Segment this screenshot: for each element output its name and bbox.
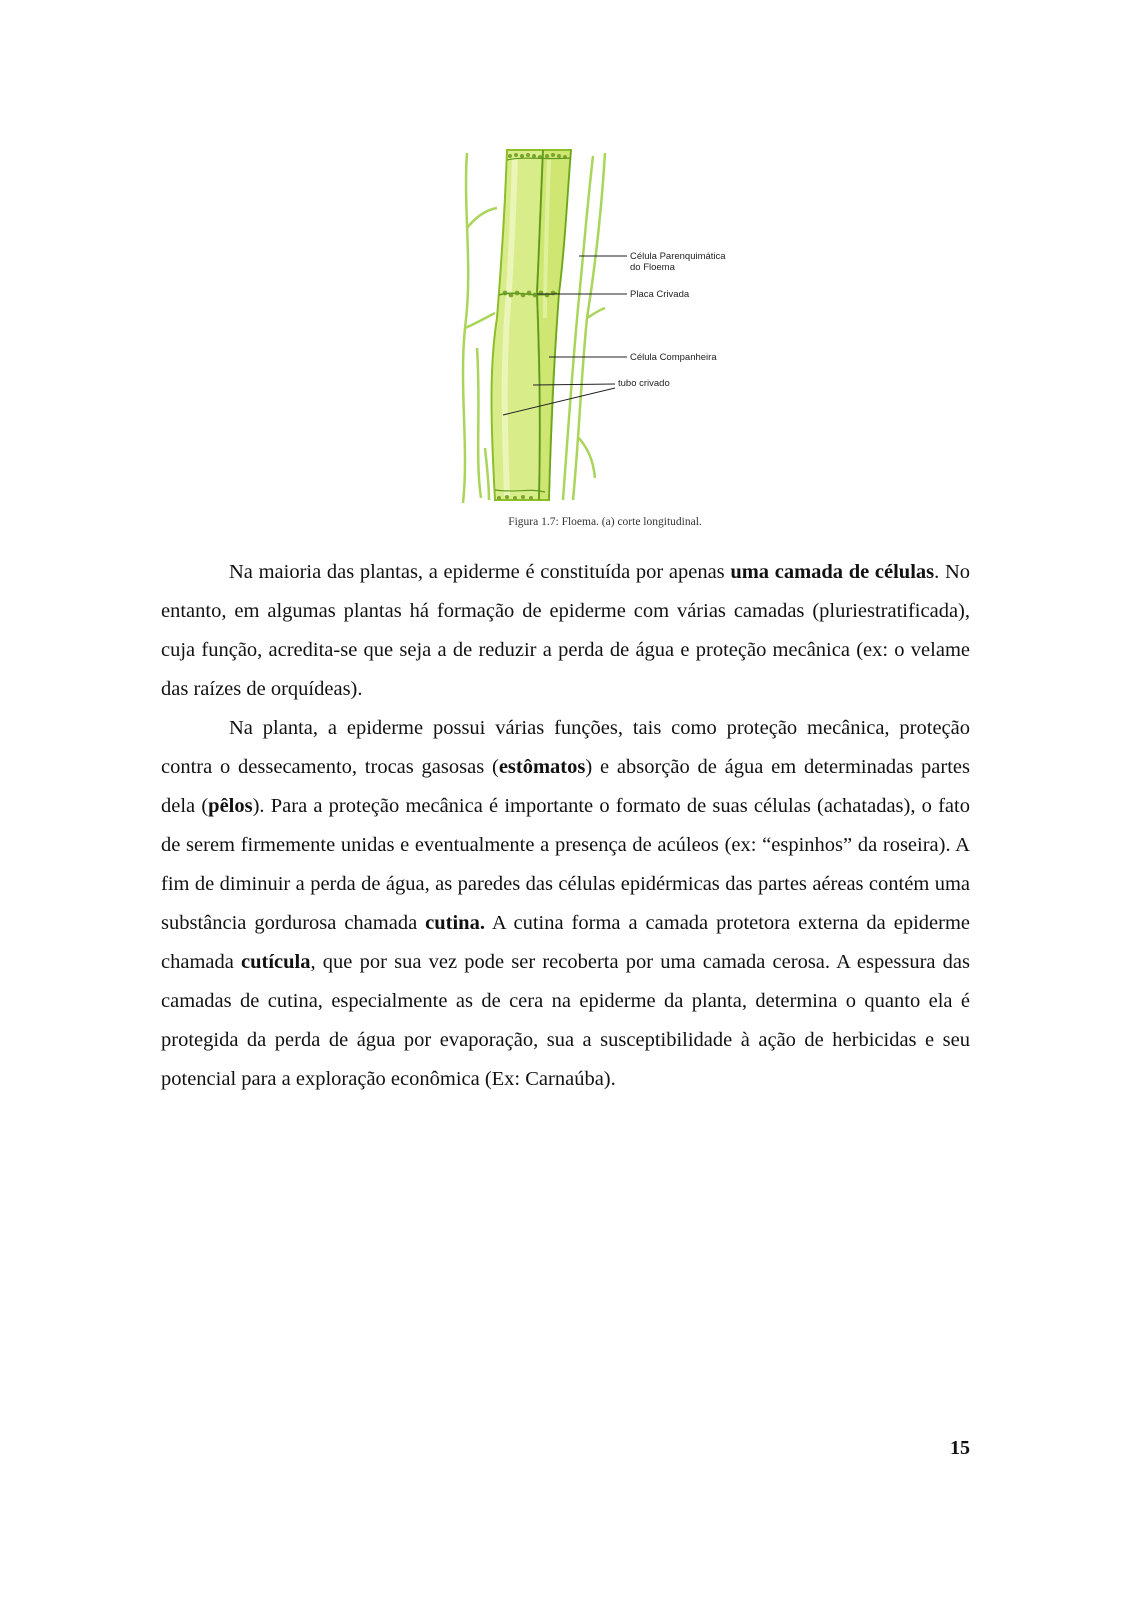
label-tubo-crivado: tubo crivado: [618, 378, 670, 389]
paragraph-2-text-3: ). Para a proteção mecânica é importante o formato de suas células (achatadas), o fato de serem firmemente unidas e eventualmente a presença de acúleos (ex: “espinhos” da roseira). A fim de diminuir a perda de água, as paredes das células epidérmicas das partes aéreas contém uma substância gordurosa chamada: [161, 795, 970, 934]
paragraph-2-bold-estomatos: estômatos: [498, 756, 586, 778]
paragraph-2-text-5: , que por sua vez pode ser recoberta por uma camada cerosa. A espessura das camadas de cutina, especialmente as de cera na epiderme da planta, determina o quanto ela é protegida da perda de água por evaporação, sua a susceptibilidade à ação de herbicidas e seu potencial para a exploração econômica (Ex: Carnaúba).: [161, 951, 971, 1090]
phloem-illustration: [455, 148, 755, 518]
paragraph-1-text-2: . No entanto, em algumas plantas há formação de epiderme com várias camadas (pluriestratificada), cuja função, acredita-se que seja a de reduzir a perda de água e proteção mecânica (ex: o velame das raízes de orquídeas).: [161, 561, 970, 700]
figure-caption: Figura 1.7: Floema. (a) corte longitudinal.: [508, 516, 702, 528]
paragraph-2-text-1: Na planta, a epiderme possui várias funções, tais como proteção mecânica, proteção contra o dessecamento, trocas gasosas (: [161, 717, 970, 778]
label-parenquima-line2: do Floema: [630, 262, 675, 273]
label-celula-companheira: Célula Companheira: [630, 352, 717, 363]
paragraph-1-bold-1: uma camada de células: [730, 561, 935, 583]
phloem-figure: [455, 148, 755, 548]
paragraph-2-text-2: ) e absorção de água em determinadas partes dela (: [161, 756, 971, 817]
label-parenquima-line1: Célula Parenquimática: [630, 251, 726, 262]
body-text: [161, 553, 970, 1099]
paragraph-1-text-1: Na maioria das plantas, a epiderme é constituída por apenas: [229, 561, 731, 583]
paragraph-1: [161, 553, 970, 709]
label-placa-crivada: Placa Crivada: [630, 289, 690, 300]
paragraph-2-bold-cutina: cutina.: [425, 912, 485, 934]
paragraph-2-bold-pelos: pêlos: [208, 795, 253, 817]
paragraph-2-text-4: A cutina forma a camada protetora externa da epiderme chamada: [161, 912, 970, 973]
paragraph-2: [161, 709, 970, 1099]
page-number: 15: [950, 1437, 970, 1459]
paragraph-2-bold-cuticula: cutícula: [241, 951, 311, 973]
